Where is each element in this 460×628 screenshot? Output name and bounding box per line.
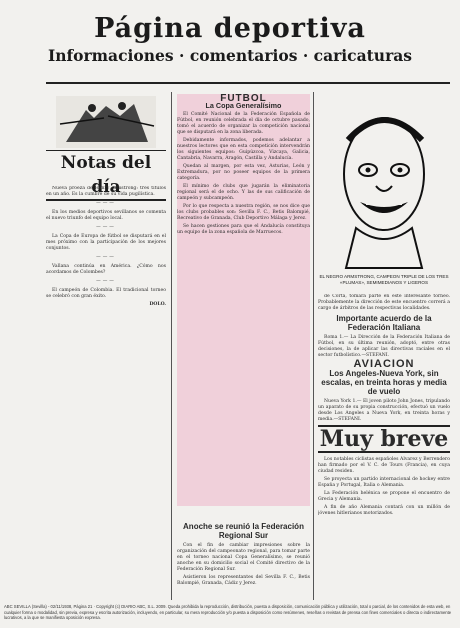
article-heading: Los Angeles-Nueva York, sin escalas, en treinta horas y media de vuelo (321, 369, 447, 396)
column-divider (171, 92, 172, 600)
separator: ——— (96, 279, 116, 284)
left-paragraph: La Copa de Europa de fútbol se disputará en el mes próximo con la participación de los mejores conjuntos. (46, 234, 166, 251)
right-paragraph: A fin de año Alemania contará con un millón de jóvenes hitlerianos motorizados. (318, 505, 450, 516)
article-paragraph: Por lo que respecta a nuestra región, se nos dice que los clubs probables son: Sevilla F. C., Betis Balompié, Recreativo de Granada, Club Deportivo Málaga y Jerez. (177, 204, 310, 221)
left-column (46, 186, 166, 598)
right-column (318, 294, 450, 600)
article-paragraph: Debidamente informados, podemos adelantar a nuestros lectores que en esta competición intervendrán los siguientes equipos: Guipúzcoa, Vizcaya, Galicia, Cantabria, Navarra, Aragón, Castilla y Andalucía. (177, 138, 310, 161)
article-paragraph: El Comité Nacional de la Federación Española de Fútbol, en reunión celebrada el día de octubre pasado, tomó el acuerdo de organizar la competición nacional que se disputará en la zona liberada. (177, 112, 310, 135)
section-heading: FUTBOL (220, 94, 267, 104)
article-paragraph: Con el fin de cambiar impresiones sobre la organización del campeonato regional, para tomar parte en el torneo nacional Copa Generalísimo, se reunió anoche en su domicilio social el Comité directivo de la Federación Regional Sur. (177, 543, 310, 572)
right-paragraph: Roma 1.— La Dirección de la Federación Italiana de Fútbol, en su última reunión, adoptó, entre otras decisiones, la de aplicar las directivas raciales en el sector futbolístico.—STEFANI. (318, 335, 450, 358)
caricature-caption: EL NEGRO ARMSTRONG, CAMPEON TRIPLE DE LOS TRES «PLUMAS», SEMIMEDIANOS Y LIGEROS (319, 274, 449, 285)
article-heading: Importante acuerdo de la Federación Italiana (336, 314, 432, 332)
separator: ——— (96, 201, 116, 206)
section-heading: AVIACION (353, 358, 415, 370)
column-divider (313, 92, 314, 600)
article-paragraph: El mínimo de clubs que jugarán la eliminatoria regional será el de ocho. Y las de sus calificación de campeón y subcampeón. (177, 184, 310, 201)
federacion-article (177, 520, 310, 600)
left-paragraph: En los medios deportivos sevillanos se comenta el nuevo triunfo del equipo local. (46, 210, 166, 221)
notas-heading: Notas del día (46, 150, 166, 201)
copyright-footer: ABC SEVILLA (Sevilla) - 02/11/1938, Página 21 · Copyright (c) DIARIO ABC, S.L. 2009. Queda prohibida la reproducción, distribución, puesta a disposición, comunicación pública y utilización, total o parcial, de los contenidos de esta web, en cualquier forma o modalidad, sin previa, expresa y escrita autorización, incluyendo, en particular, su mera reproducción y/o puesta a disposición como resúmenes, reseñas o revistas de prensa con fines comerciales o directa o indirectamente lucrativos, a la que se manifiesta oposición expresa. (4, 604, 452, 620)
article-paragraph: Asistieron los representantes del Sevilla F. C., Betis Balompié, Granada, Cádiz y Jerez. (177, 575, 310, 586)
page-subtitle: Informaciones · comentarios · caricaturas (47, 46, 413, 65)
masthead (0, 14, 460, 66)
separator: ——— (96, 255, 116, 260)
right-paragraph: de Corta, tomará parte en este interesante torneo. Probablemente la dirección de este encuentro correrá a cargo de árbitros de las respectivas localidades. (318, 294, 450, 311)
right-paragraph: La Federación helénica se propone el encuentro de Grecia y Alemania. (318, 491, 450, 502)
masthead-rule (46, 82, 450, 84)
left-paragraph: Nueva proeza de Henry Armstrong: tres títulos en un año. Es la cumbre de su vida pugilística. (46, 186, 166, 197)
article-heading: Anoche se reunió la Federación Regional Sur (183, 522, 304, 540)
article-heading: La Copa Generalísimo (205, 101, 282, 110)
article-paragraph: Quedan al margen, por esta vez, Asturias, León y Extremadura, por no poseer equipos de la primera categoría. (177, 164, 310, 181)
left-paragraph: El campeón de Colombia. El tradicional torneo se celebró con gran éxito. (46, 288, 166, 299)
armstrong-caricature (326, 100, 442, 272)
fencing-illustration (56, 96, 156, 148)
article-paragraph: Se hacen gestiones para que el Andalucía constituya un equipo de la zona española de Marruecos. (177, 224, 310, 235)
section-heading: Muy breve (319, 426, 449, 452)
left-signature: DOLO. (149, 302, 166, 307)
right-paragraph: Se proyecta un partido internacional de hockey entre España y Portugal, Italia o Alemania. (318, 477, 450, 488)
left-paragraph: Vallana continúa en América. ¿Cómo nos acordamos de Colombes? (46, 264, 166, 275)
page-title: Página deportiva (94, 13, 366, 44)
right-paragraph: Nueva York 1.— El joven piloto John Jones, tripulando un aparato de su propia construcción, efectuó un vuelo desde Los Angeles a Nueva York, en treinta horas y media.—STEFANI. (318, 399, 450, 422)
futbol-article (177, 94, 310, 506)
right-paragraph: Los notables ciclistas españoles Alvarez y Berrendero han firmado por el V. C. de Tours (Francia), en cuya ciudad residen. (318, 457, 450, 474)
separator: ——— (96, 225, 116, 230)
